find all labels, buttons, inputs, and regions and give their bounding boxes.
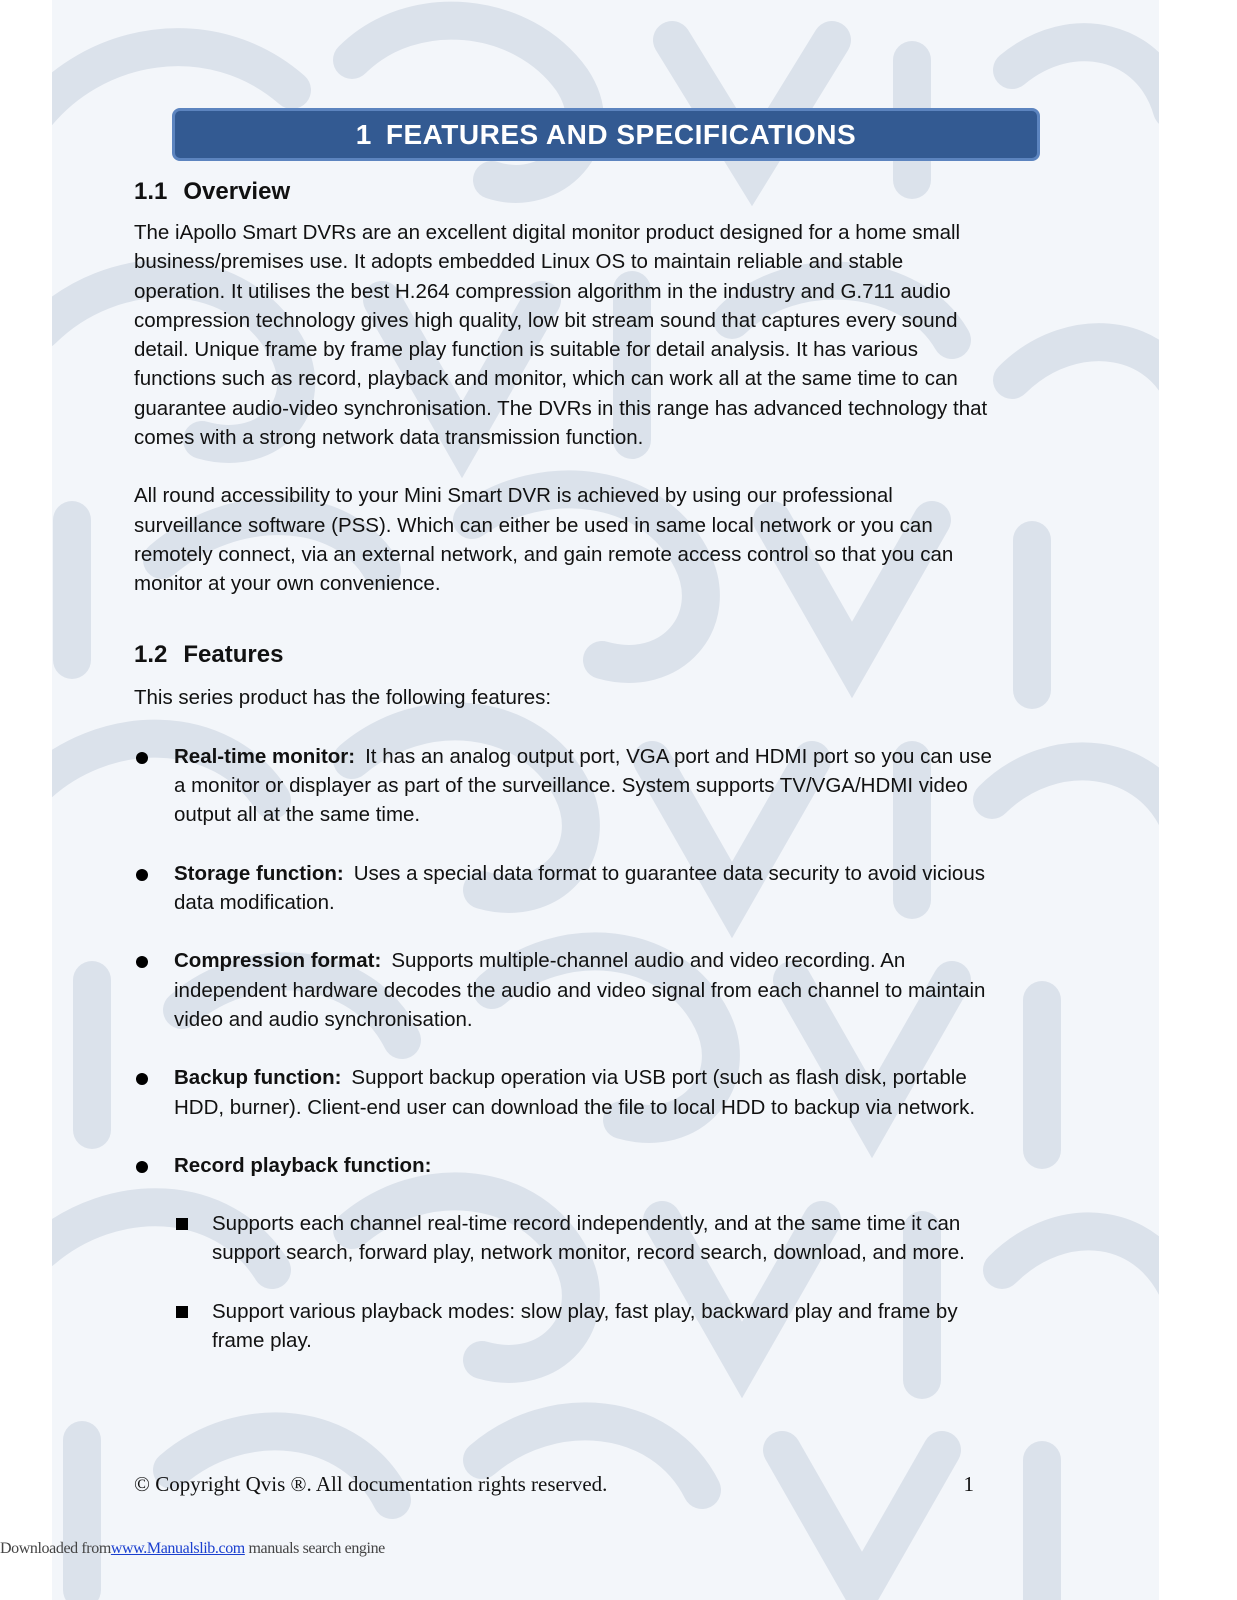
download-source-bar — [0, 1540, 385, 1558]
copyright-text: © Copyright Qvis ®. All documentation rights reserved. — [134, 1472, 608, 1496]
feature-description: It has an analog output port, VGA port and HDMI port so you can use a monitor or displayer as part of the surveillance. System supports TV/VGA/HDMI video output all at the same time. — [174, 744, 992, 827]
feature-item-backup-function — [134, 1063, 994, 1122]
feature-item-storage-function — [134, 859, 994, 918]
bullet-icon — [136, 1161, 148, 1173]
bullet-icon — [136, 956, 148, 968]
chapter-banner — [172, 108, 1040, 161]
sub-item-realtime-record — [134, 1209, 994, 1268]
overview-section-number: 1.1 — [134, 178, 168, 205]
overview-paragraph-2: All round accessibility to your Mini Smart DVR is achieved by using our professional surveillance software (PSS). Which can either be used in same local network or you can remotely connect, via an external network, and gain remote access control so that you can monitor at your own convenience. — [134, 484, 954, 596]
square-bullet-icon — [176, 1306, 188, 1318]
sub-item-playback-modes — [134, 1297, 994, 1356]
feature-term: Real-time monitor: — [174, 744, 356, 768]
feature-description: Uses a special data format to guarantee data security to avoid vicious data modification. — [174, 861, 985, 915]
feature-item-compression-format — [134, 946, 994, 1034]
sub-item-text: Supports each channel real-time record independently, and at the same time it can support search, forward play, network monitor, record search, download, and more. — [212, 1212, 965, 1265]
features-section-number: 1.2 — [134, 640, 168, 668]
page-footer — [134, 1472, 974, 1497]
feature-item-record-playback — [134, 1151, 994, 1180]
overview-section-title: Overview — [183, 178, 291, 205]
page-number: 1 — [963, 1472, 974, 1496]
bullet-icon — [136, 1073, 148, 1085]
download-prefix: Downloaded from — [0, 1540, 111, 1557]
sub-item-text: Support various playback modes: slow play, fast play, backward play and frame by frame play. — [212, 1299, 958, 1353]
square-bullet-icon — [176, 1218, 188, 1230]
chapter-title: FEATURES AND SPECIFICATIONS — [385, 118, 857, 150]
overview-heading — [134, 178, 994, 206]
feature-item-real-time-monitor — [134, 742, 994, 830]
overview-paragraph-1: The iApollo Smart DVRs are an excellent digital monitor product designed for a home small business/premises use. It adopts embedded Linux OS to maintain reliable and stable operation. It utilises the best H.264 compression algorithm in the industry and G.711 audio compression technology gives high quality, low bit stream sound that captures every sound detail. Unique frame by frame play function is suitable for detail analysis. It has various functions such as record, playback and monitor, which can work all at the same time to can guarantee audio-video synchronisation. The DVRs in this range has advanced technology that comes with a strong network data transmission function. — [134, 221, 988, 450]
bullet-icon — [136, 869, 148, 881]
main-content — [134, 178, 994, 1355]
manualslib-link[interactable]: www.Manualslib.com — [110, 1540, 245, 1557]
feature-term: Record playback function: — [174, 1153, 432, 1177]
feature-term: Backup function: — [174, 1066, 342, 1090]
features-intro: This series product has the following features: — [134, 685, 552, 709]
features-heading — [134, 641, 994, 669]
features-section-title: Features — [183, 640, 284, 668]
download-suffix: manuals search engine — [248, 1540, 385, 1557]
bullet-icon — [136, 752, 148, 764]
chapter-number: 1 — [355, 118, 372, 150]
feature-description: Supports multiple-channel audio and video recording. An independent hardware decodes the audio and video signal from each channel to maintain video and audio synchronisation. — [174, 949, 986, 1031]
feature-description: Support backup operation via USB port (such as flash disk, portable HDD, burner). Client-end user can download the file to local HDD to backup via network. — [174, 1066, 976, 1119]
feature-term: Compression format: — [174, 949, 382, 973]
feature-term: Storage function: — [174, 861, 344, 885]
